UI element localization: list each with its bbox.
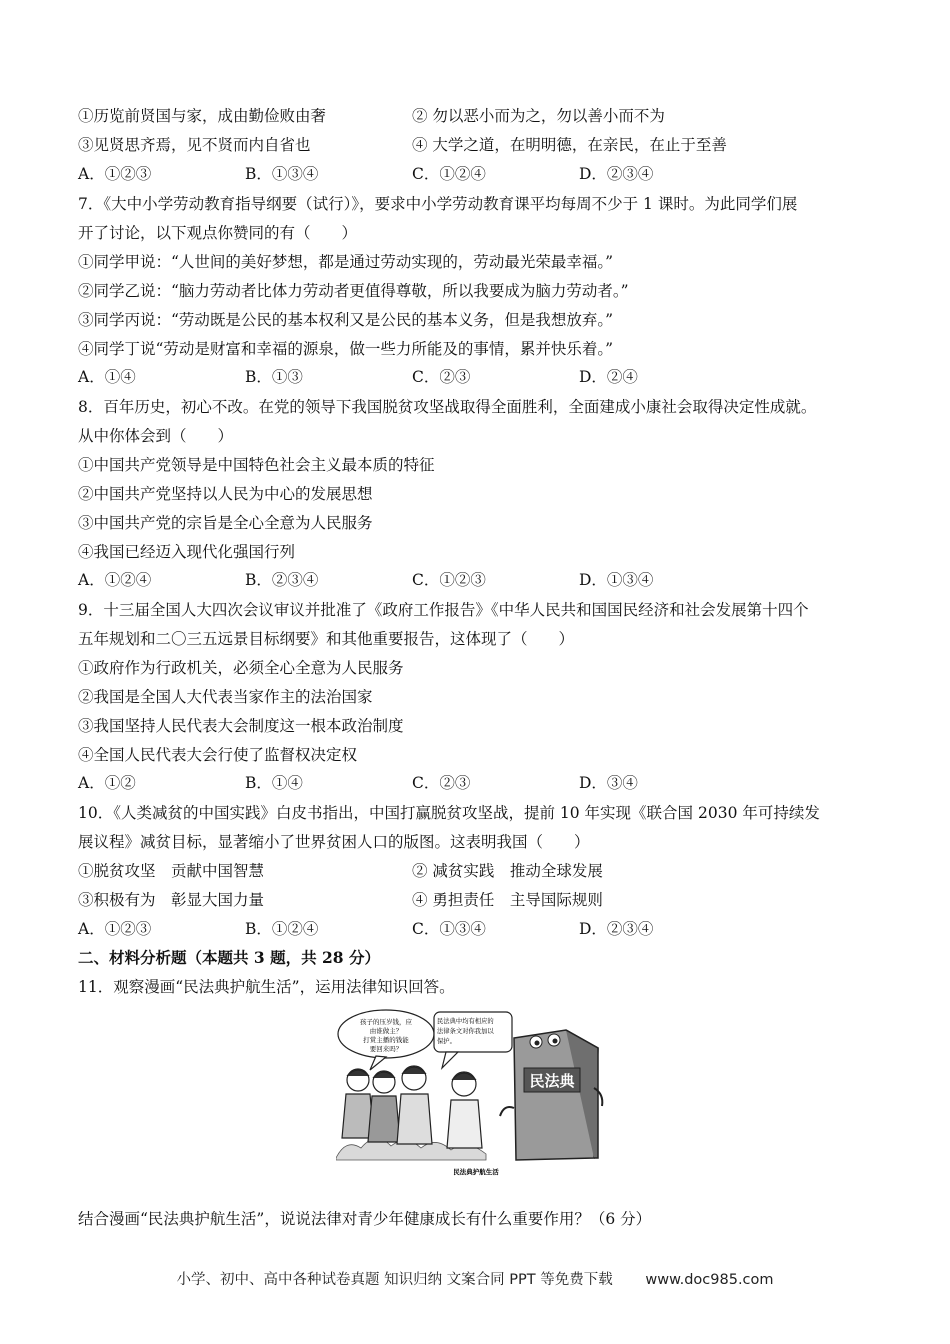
q10-item-3: ③积极有为 彰显大国力量 — [78, 891, 265, 909]
q10-item-4: ④ 勇担责任 主导国际规则 — [412, 891, 603, 909]
bubble-left-line3: 打赏主播的钱能 — [363, 1036, 409, 1044]
q7-option-d: D．②④ — [579, 368, 638, 386]
q7-item-2: ②同学乙说：“脑力劳动者比体力劳动者更值得尊敬，所以我要成为脑力劳动者。” — [78, 282, 629, 300]
q6-item-2: ② 勿以恶小而为之，勿以善小而不为 — [412, 107, 665, 125]
footer-url[interactable]: www.doc985.com — [645, 1272, 774, 1288]
q8-option-c: C．①②③ — [412, 571, 486, 589]
q9-stem-line1: 9．十三届全国人大四次会议审议并批准了《政府工作报告》《中华人民共和国国民经济和社会发展第十四个 — [78, 601, 809, 619]
q6-option-d: D．②③④ — [579, 165, 654, 183]
q10-stem-line1: 10．《人类减贫的中国实践》白皮书指出，中国打赢脱贫攻坚战，提前 10 年实现《联合国 2030 年可持续发 — [78, 804, 820, 822]
speech-bubble-left — [338, 1010, 434, 1070]
q7-option-b: B．①③ — [245, 368, 303, 386]
q10-option-c: C．①③④ — [412, 920, 486, 938]
bubble-right-line1: 民法典中均有相应的 — [437, 1018, 494, 1025]
q9-option-a: A．①② — [78, 774, 136, 792]
q8-item-1: ①中国共产党领导是中国特色社会主义最本质的特征 — [78, 456, 435, 474]
q8-stem-line1: 8．百年历史，初心不改。在党的领导下我国脱贫攻坚战取得全面胜利，全面建成小康社会取得决定性成就。 — [78, 398, 817, 416]
q8-item-2: ②中国共产党坚持以人民为中心的发展思想 — [78, 485, 373, 503]
cartoon-caption: 民法典护航生活 — [453, 1168, 499, 1176]
q9-option-c: C．②③ — [412, 774, 471, 792]
q7-item-1: ①同学甲说：“人世间的美好梦想，都是通过劳动实现的，劳动最光荣最幸福。” — [78, 253, 614, 271]
q10-stem-line2: 展议程》减贫目标，显著缩小了世界贫困人口的版图。这表明我国（ ） — [78, 833, 590, 851]
q10-item-1: ①脱贫攻坚 贡献中国智慧 — [78, 862, 265, 880]
q6-option-b: B．①③④ — [245, 165, 319, 183]
q10-option-d: D．②③④ — [579, 920, 654, 938]
q9-item-1: ①政府作为行政机关，必须全心全意为人民服务 — [78, 659, 404, 677]
book-label: 民法典 — [529, 1072, 575, 1090]
q10-option-b: B．①②④ — [245, 920, 319, 938]
cartoon-illustration — [336, 1008, 606, 1178]
q9-item-2: ②我国是全国人大代表当家作主的法治国家 — [78, 688, 373, 706]
bubble-right-line3: 保护。 — [437, 1038, 456, 1045]
section-heading: 二、材料分析题（本题共 3 题，共 28 分） — [78, 948, 380, 967]
q10-option-a: A．①②③ — [78, 920, 152, 938]
footer-text: 小学、初中、高中各种试卷真题 知识归纳 文案合同 PPT 等免费下载 — [176, 1272, 613, 1288]
q7-item-4: ④同学丁说“劳动是财富和幸福的源泉，做一些力所能及的事情，累并快乐着。” — [78, 340, 614, 358]
q7-stem-line1: 7．《大中小学劳动教育指导纲要（试行）》，要求中小学劳动教育课平均每周不少于 1 课时。为此同学们展 — [78, 195, 798, 213]
speech-bubble-right — [434, 1012, 512, 1068]
civil-code-book — [500, 1030, 602, 1160]
q8-option-d: D．①③④ — [579, 571, 654, 589]
q10-item-2: ② 减贫实践 推动全球发展 — [412, 862, 603, 880]
page-footer — [0, 1268, 950, 1289]
q6-item-4: ④ 大学之道，在明明德，在亲民，在止于至善 — [412, 136, 727, 154]
q6-option-a: A．①②③ — [78, 165, 152, 183]
q11-question: 结合漫画“民法典护航生活”，说说法律对青少年健康成长有什么重要作用？（6 分） — [78, 1210, 652, 1228]
q6-item-3: ③见贤思齐焉，见不贤而内自省也 — [78, 136, 311, 154]
q9-item-4: ④全国人民代表大会行使了监督权决定权 — [78, 746, 358, 764]
students-group — [342, 1066, 482, 1148]
q7-option-c: C．②③ — [412, 368, 471, 386]
q8-item-3: ③中国共产党的宗旨是全心全意为人民服务 — [78, 514, 373, 532]
q11-stem: 11．观察漫画“民法典护航生活”，运用法律知识回答。 — [78, 978, 455, 996]
q9-option-d: D．③④ — [579, 774, 638, 792]
q8-stem-line2: 从中你体会到（ ） — [78, 427, 234, 445]
q7-option-a: A．①④ — [78, 368, 136, 386]
q8-item-4: ④我国已经迈入现代化强国行列 — [78, 543, 296, 561]
q6-option-c: C．①②④ — [412, 165, 486, 183]
q9-stem-line2: 五年规划和二〇三五远景目标纲要》和其他重要报告，这体现了（ ） — [78, 630, 575, 648]
q9-option-b: B．①④ — [245, 774, 303, 792]
q8-option-b: B．②③④ — [245, 571, 319, 589]
bubble-left-line2: 由谁做主？ — [369, 1027, 403, 1035]
q6-item-1: ①历览前贤国与家，成由勤俭败由奢 — [78, 107, 327, 125]
bubble-left-line1: 孩子的压岁钱，应 — [360, 1018, 412, 1026]
q9-item-3: ③我国坚持人民代表大会制度这一根本政治制度 — [78, 717, 404, 735]
bubble-left-line4: 要回来吗？ — [369, 1045, 403, 1053]
bubble-right-line2: 法律条文对你我加以 — [437, 1028, 494, 1035]
q7-stem-line2: 开了讨论，以下观点你赞同的有（ ） — [78, 224, 358, 242]
q8-option-a: A．①②④ — [78, 571, 152, 589]
q7-item-3: ③同学丙说：“劳动既是公民的基本权利又是公民的基本义务，但是我想放弃。” — [78, 311, 614, 329]
